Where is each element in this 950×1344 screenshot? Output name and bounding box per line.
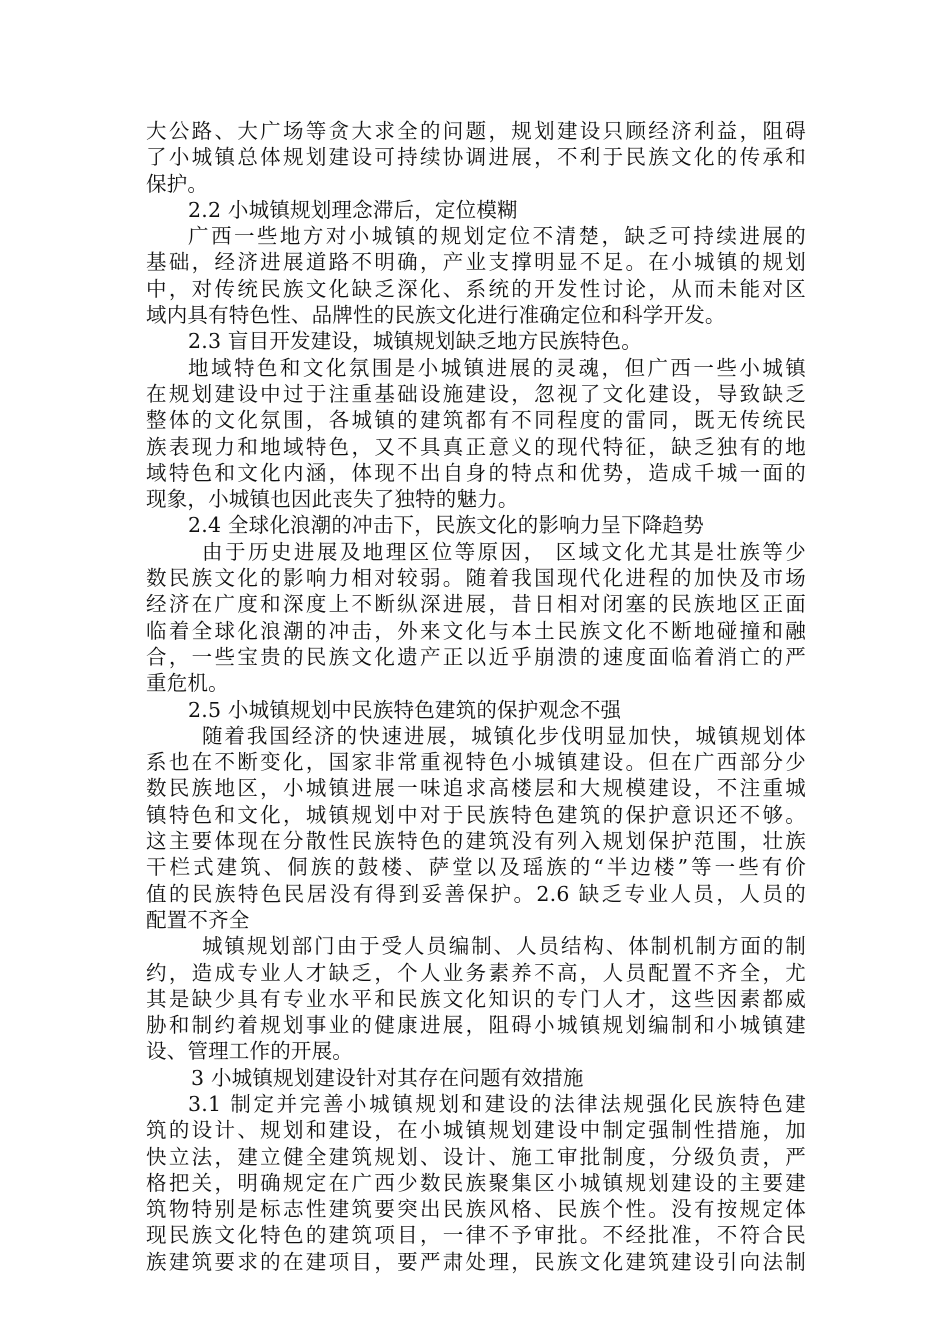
text-line: 现象，小城镇也因此丧失了独特的魅力。 (146, 487, 519, 512)
text-line: 数民族地区，小城镇进展一味追求高楼层和大规模建设，不注重城 (146, 776, 806, 801)
text-line: 地域特色和文化氛围是小城镇进展的灵魂，但广西一些小城镇 (188, 355, 806, 380)
text-line: 大公路、大广场等贪大求全的问题，规划建设只顾经济利益，阻碍 (146, 119, 806, 143)
text-line: 中，对传统民族文化缺乏深化、系统的开发性讨论，从而未能对区 (146, 276, 806, 301)
text-line: 保护。 (146, 171, 209, 196)
text-line: 3 小城镇规划建设针对其存在问题有效措施 (191, 1065, 584, 1090)
document-page (146, 118, 806, 1275)
text-line: 2.4 全球化浪潮的冲击下，民族文化的影响力呈下降趋势 (188, 513, 705, 538)
text-line: 胁和制约着规划事业的健康进展，阻碍小城镇规划编制和小城镇建 (146, 1013, 806, 1038)
text-line: 重危机。 (146, 671, 229, 696)
text-line: 域特色和文化内涵，体现不出自身的特点和优势，造成千城一面的 (146, 460, 806, 485)
text-line: 现民族文化特色的建筑项目，一律不予审批。不经批准，不符合民 (146, 1223, 806, 1248)
text-line: 2.3 盲目开发建设，城镇规划缺乏地方民族特色。 (188, 329, 642, 354)
text-line: 广西一些地方对小城镇的规划定位不清楚，缺乏可持续进展的 (188, 224, 806, 249)
text-line: 族表现力和地域特色，又不具真正意义的现代特征，缺乏独有的地 (146, 434, 806, 459)
text-line: 3.1 制定并完善小城镇规划和建设的法律法规强化民族特色建 (188, 1091, 806, 1116)
text-line: 随着我国经济的快速进展，城镇化步伐明显加快，城镇规划体 (202, 723, 806, 748)
text-line: 整体的文化氛围，各城镇的建筑都有不同程度的雷同，既无传统民 (146, 408, 806, 433)
text-line: 快立法，建立健全建筑规划、设计、施工审批制度，分级负责，严 (146, 1144, 806, 1169)
text-line: 2.2 小城镇规划理念滞后，定位模糊 (188, 197, 518, 222)
text-line: 临着全球化浪潮的冲击，外来文化与本土民族文化不断地碰撞和融 (146, 618, 806, 643)
text-line: 基础，经济进展道路不明确，产业支撑明显不足。在小城镇的规划 (146, 250, 806, 275)
text-line: 2.5 小城镇规划中民族特色建筑的保护观念不强 (188, 697, 622, 722)
text-line: 筑物特别是标志性建筑要突出民族风格、民族个性。没有按规定体 (146, 1197, 806, 1222)
text-line: 在规划建设中过于注重基础设施建设，忽视了文化建设，导致缺乏 (146, 381, 806, 406)
text-line: 设、管理工作的开展。 (146, 1039, 353, 1064)
text-line: 了小城镇总体规划建设可持续协调进展，不利于民族文化的传承和 (146, 145, 806, 170)
text-line: 城镇规划部门由于受人员编制、人员结构、体制机制方面的制 (202, 934, 806, 959)
text-line: 约，造成专业人才缺乏，个人业务素养不高，人员配置不齐全，尤 (146, 960, 806, 985)
text-line: 域内具有特色性、品牌性的民族文化进行准确定位和科学开发。 (146, 303, 726, 328)
text-line: 系也在不断变化，国家非常重视特色小城镇建设。但在广西部分少 (146, 750, 806, 775)
text-line: 由于历史进展及地理区位等原因， 区域文化尤其是壮族等少 (202, 539, 806, 564)
text-line: 合，一些宝贵的民族文化遗产正以近乎崩溃的速度面临着消亡的严 (146, 644, 806, 669)
text-line: 数民族文化的影响力相对较弱。随着我国现代化进程的加快及市场 (146, 566, 806, 591)
text-line: 格把关，明确规定在广西少数民族聚集区小城镇规划建设的主要建 (146, 1170, 806, 1195)
text-line: 这主要体现在分散性民族特色的建筑没有列入规划保护范围，壮族 (146, 829, 806, 854)
text-line: 经济在广度和深度上不断纵深进展，昔日相对闭塞的民族地区正面 (146, 592, 806, 617)
text-line: 族建筑要求的在建项目，要严肃处理，民族文化建筑建设引向法制 (146, 1249, 806, 1274)
text-line: 值的民族特色民居没有得到妥善保护。2.6 缺乏专业人员，人员的 (146, 881, 806, 906)
text-line: 配置不齐全 (146, 907, 250, 932)
text-line: 干栏式建筑、侗族的鼓楼、萨堂以及瑶族的“半边楼”等一些有价 (146, 855, 806, 880)
text-line: 筑的设计、规划和建设，在小城镇规划建设中制定强制性措施，加 (146, 1118, 806, 1143)
text-line: 其是缺少具有专业水平和民族文化知识的专门人才，这些因素都威 (146, 986, 806, 1011)
text-line: 镇特色和文化，城镇规划中对于民族特色建筑的保护意识还不够。 (146, 802, 806, 827)
